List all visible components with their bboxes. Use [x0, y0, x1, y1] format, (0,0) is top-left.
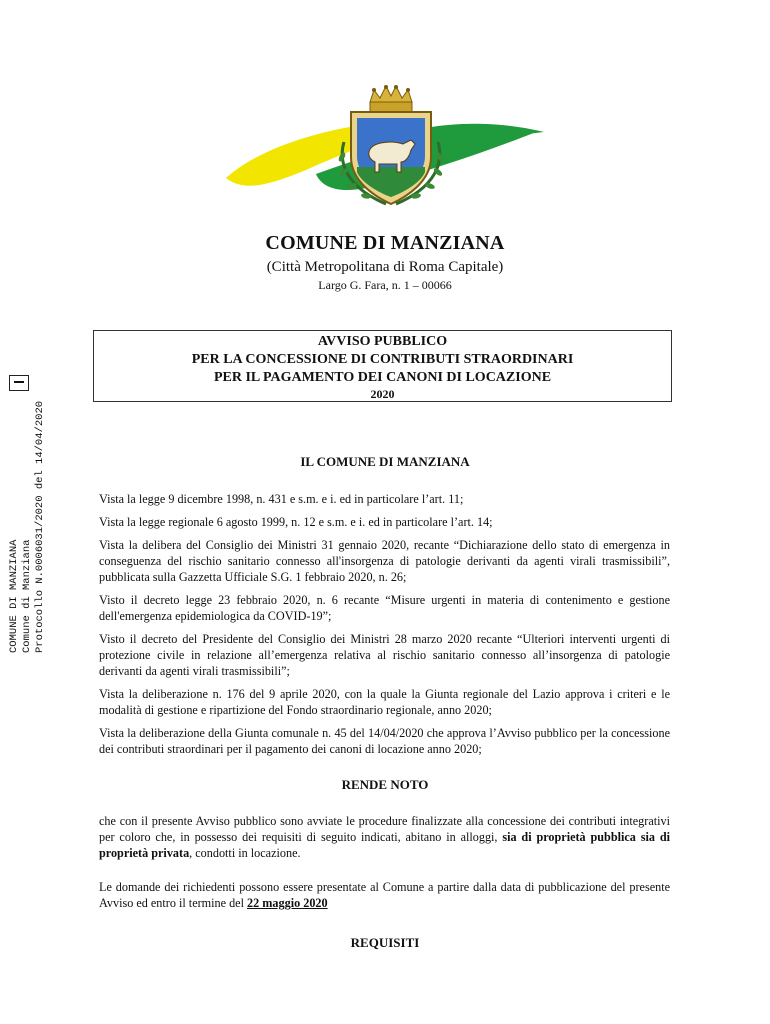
premise-item: Visto il decreto legge 23 febbraio 2020, n. 6 recante “Misure urgenti in materia di contenimento e gestione dell'emergenza epidemiologica da COVID-19”;: [99, 593, 670, 623]
section-heading-requisiti: REQUISITI: [350, 935, 420, 950]
premises-list: [99, 491, 670, 764]
section-heading-comune: IL COMUNE DI MANZIANA: [300, 454, 470, 469]
protocol-stamp: [8, 368, 52, 653]
notice-title-line-3: PER IL PAGAMENTO DEI CANONI DI LOCAZIONE: [213, 370, 552, 385]
municipality-address: Largo G. Fara, n. 1 – 00066: [318, 278, 452, 292]
municipality-title: COMUNE DI MANZIANA: [265, 232, 505, 254]
premise-item: Vista la deliberazione n. 176 del 9 aprile 2020, con la quale la Giunta regionale del Lazio approva i criteri e le modalità di gestione e ripartizione del Fondo straordinario regionale, anno 2020;: [99, 687, 670, 717]
notice-title-box: [93, 330, 672, 402]
rende-paragraph-2: [99, 879, 670, 911]
deadline-date: 22 maggio 2020: [247, 896, 328, 910]
coat-of-arms-icon: [226, 82, 546, 217]
premise-item: Vista la deliberazione della Giunta comunale n. 45 del 14/04/2020 che approva l’Avviso pubblico per la concessione dei contributi straordinari per il pagamento dei canoni di locazione anno 2020;: [99, 726, 670, 756]
premise-item: Vista la legge 9 dicembre 1998, n. 431 e s.m. e i. ed in particolare l’art. 11;: [99, 492, 464, 506]
notice-title-line-2: PER LA CONCESSIONE DI CONTRIBUTI STRAORDINARI: [191, 352, 574, 367]
rende-noto-text: [99, 813, 670, 918]
stamp-line-3: Protocollo N.0006031/2020 del 14/04/2020: [34, 400, 46, 653]
stamp-line-2: Comune di Manziana: [21, 539, 33, 653]
rende-p2-a: Le domande dei richiedenti possono essere presentate al Comune a partire dalla data di pubblicazione del presente Avviso ed entro il termine del: [99, 880, 670, 910]
notice-title-line-1: AVVISO PUBBLICO: [317, 334, 448, 349]
premise-item: Visto il decreto del Presidente del Consiglio dei Ministri 28 marzo 2020 recante “Ulteriori interventi urgenti di protezione civile in relazione all’emergenza relativa al rischio sanitario connesso all’insorgenza di patologie derivanti da agenti virali trasmissibili”;: [99, 632, 670, 678]
comune-logo: [226, 82, 546, 217]
rende-p1-b: sia di proprietà pubblica sia di proprietà privata: [99, 830, 670, 860]
section-heading-rende-noto: RENDE NOTO: [341, 777, 429, 792]
stamp-line-1: COMUNE DI MANZIANA: [8, 539, 20, 653]
rende-paragraph-1: [99, 813, 670, 861]
notice-year: 2020: [370, 387, 395, 401]
premise-item: Vista la legge regionale 6 agosto 1999, n. 12 e s.m. e i. ed in particolare l’art. 14;: [99, 515, 493, 529]
premise-item: Vista la delibera del Consiglio dei Ministri 31 gennaio 2020, recante “Dichiarazione dello stato di emergenza in conseguenza del rischio sanitario connesso all'insorgenza di patologie derivanti da agenti virali trasmissibili”, pubblicata sulla Gazzetta Ufficiale S.G. 1 febbraio 2020, n. 26;: [99, 538, 670, 584]
rende-p1-c: , condotti in locazione.: [189, 846, 301, 860]
rende-p1-a: che con il presente Avviso pubblico sono avviate le procedure finalizzate alla concessione dei contributi integrativi per coloro che, in possesso dei requisiti di seguito indicati, abitano in alloggi,: [99, 814, 670, 844]
municipality-subtitle: (Città Metropolitana di Roma Capitale): [266, 259, 504, 275]
